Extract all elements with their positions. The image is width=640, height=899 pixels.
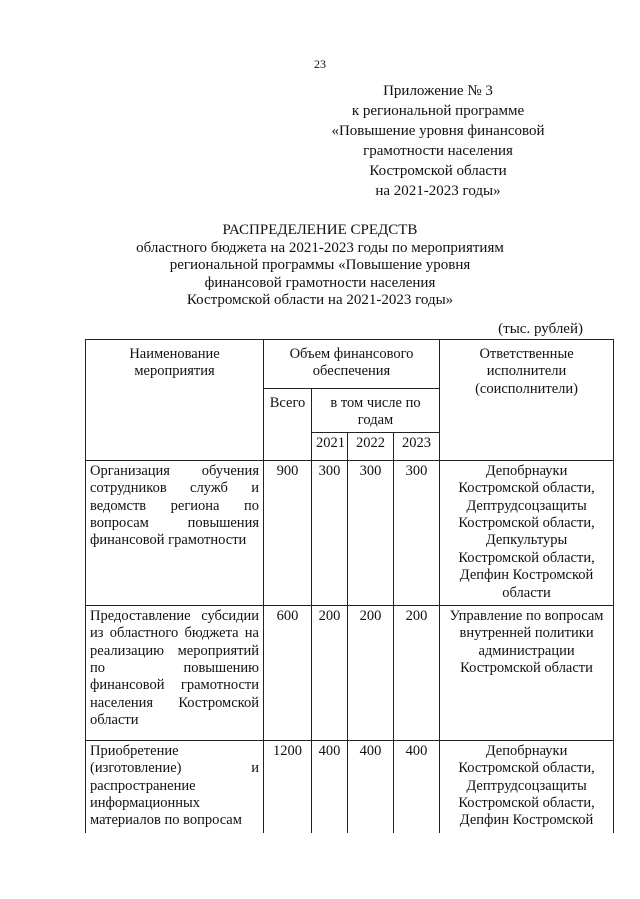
title-line: Костромской области на 2021-2023 годы» [186,292,454,308]
header-year: 2023 [394,432,440,460]
executor-line: Депфин Костромской [459,567,594,584]
appendix-line: «Повышение уровня финансовой [331,123,545,139]
executor-line: Костромской области, [458,795,595,812]
header-year: 2022 [348,432,394,460]
appendix-line: Приложение № 3 [383,83,493,99]
title-line: региональной программы «Повышение уровня [169,257,471,273]
year-value: 300 [312,460,348,605]
total-value: 1200 [264,740,312,833]
executor-line: Костромской области, [458,549,595,566]
page-number: 23 [314,57,326,71]
executor-line: Костромской области, [458,480,595,497]
appendix-line: на 2021-2023 годы» [375,183,501,199]
executors-cell [440,740,614,833]
appendix-line: грамотности населения [363,143,513,159]
executor-line: Депобрнауки [485,742,568,759]
header-including: в том числе по годам [312,389,440,433]
year-value: 200 [312,605,348,740]
event-name: Приобретение (изготовление) и распространение информационных материалов по вопросам [86,740,264,833]
executors-cell [440,460,614,605]
header-executors: Ответственные исполнители (соисполнители) [440,340,614,461]
executor-line: Костромской области, [458,760,595,777]
executor-line: Депфин Костромской [459,812,594,829]
header-total: Всего [264,389,312,461]
executor-line: Депобрнауки [485,462,568,479]
year-value: 400 [312,740,348,833]
table-row [86,605,614,740]
year-value: 300 [394,460,440,605]
executor-line: администрации [478,642,575,659]
year-value: 200 [394,605,440,740]
executor-line: Костромской области, [458,515,595,532]
table-row [86,740,614,833]
appendix-line: к региональной программе [351,103,525,119]
appendix-line: Костромской области [369,163,507,179]
header-funding: Объем финансового обеспечения [264,340,440,389]
year-value: 400 [348,740,394,833]
header-name: Наименование мероприятия [86,340,264,461]
executors-cell [440,605,614,740]
header-year: 2021 [312,432,348,460]
executor-line: Дептрудсоцзащиты [466,497,587,514]
year-value: 300 [348,460,394,605]
units-label: (тыс. рублей) [498,321,583,337]
total-value: 900 [264,460,312,605]
event-name: Предоставление субсидии из областного бюджета на реализацию мероприятий по повышению финансовой грамотности населения Костромской области [86,605,264,740]
funding-table [85,339,614,833]
title-line: финансовой грамотности населения [204,274,436,291]
executor-line: Костромской области [460,660,593,677]
table-row [86,460,614,605]
document-title [100,222,540,310]
executor-line: Депкультуры [485,532,568,549]
executor-line: внутренней политики [459,625,594,642]
year-value: 200 [348,605,394,740]
event-name: Организация обучения сотрудников служб и ведомств региона по вопросам повышения финансовой грамотности [86,460,264,605]
executor-line: Дептрудсоцзащиты [466,777,587,794]
title-line: областного бюджета на 2021-2023 годы по мероприятиям [136,239,504,256]
appendix-block [308,81,568,201]
executor-line: области [502,584,551,601]
title-heading: РАСПРЕДЕЛЕНИЕ СРЕДСТВ [222,222,418,238]
header-row [86,340,614,389]
executor-line: Управление по вопросам [449,607,604,624]
total-value: 600 [264,605,312,740]
year-value: 400 [394,740,440,833]
